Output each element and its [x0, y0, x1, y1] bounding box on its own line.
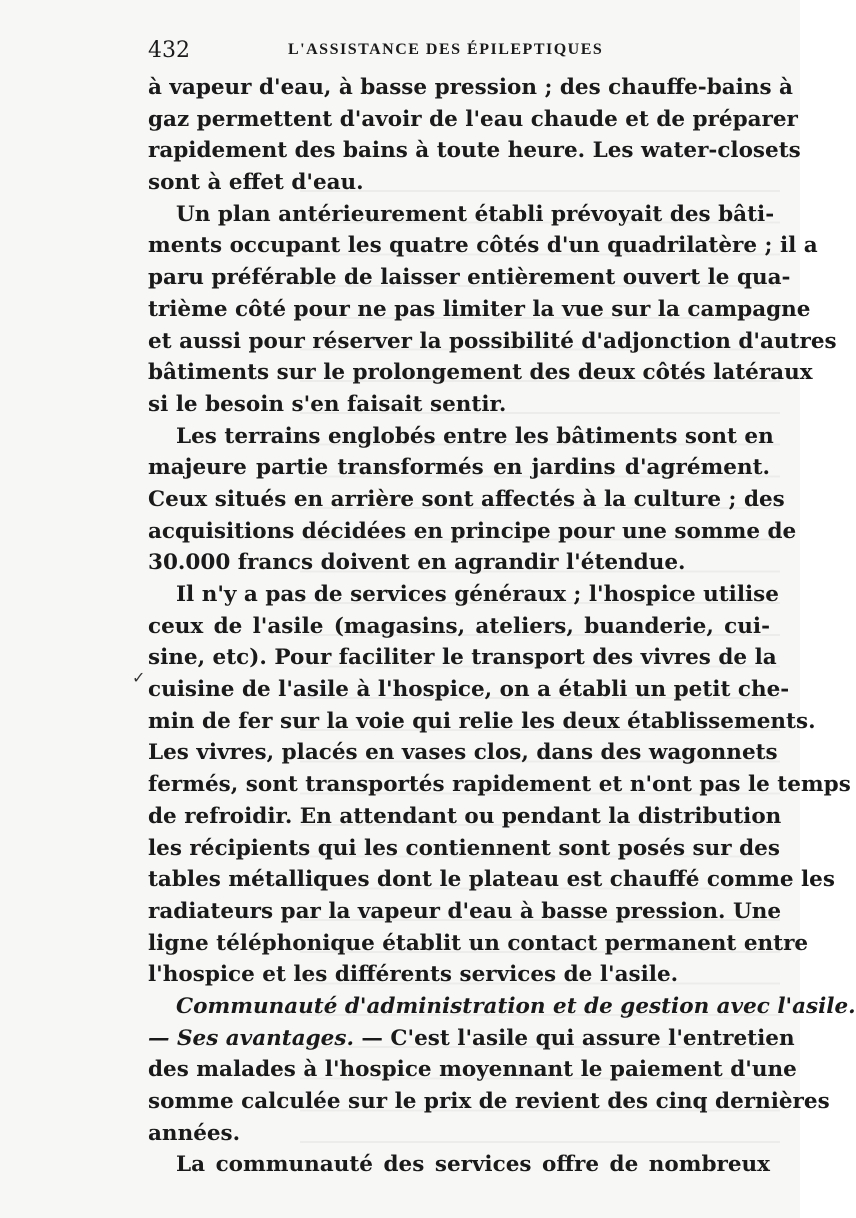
text-line: paru préférable de laisser entièrement ouvert le qua-	[148, 265, 791, 291]
text-line: sont à effet d'eau.	[148, 170, 364, 196]
text-line: Il n'y a pas de services généraux ; l'hospice utilise	[176, 582, 779, 607]
text-line: années.	[148, 1120, 241, 1146]
text-line: si le besoin s'en faisait sentir.	[148, 391, 507, 417]
text-line: Ceux situés en arrière sont affectés à la culture ; des	[148, 486, 785, 512]
text-line: trième côté pour ne pas limiter la vue sur la campagne	[148, 296, 811, 322]
text-line: sine, etc). Pour faciliter le transport des vivres de la	[148, 645, 777, 671]
text-line: majeure partie transformés en jardins d'agrément.	[148, 455, 770, 481]
text-line: Les terrains englobés entre les bâtiments sont en	[176, 423, 774, 449]
text-line: Les vivres, placés en vases clos, dans des wagonnets	[148, 740, 778, 766]
text-line: fermés, sont transportés rapidement et n'ont pas le temps	[148, 772, 851, 798]
text-line: de refroidir. En attendant ou pendant la distribution	[148, 803, 782, 829]
text-line: et aussi pour réserver la possibilité d'adjonction d'autres	[148, 328, 837, 354]
text-line: bâtiments sur le prolongement des deux côtés latéraux	[148, 360, 813, 386]
text-line: acquisitions décidées en principe pour une somme de	[148, 518, 797, 544]
text-line: tables métalliques dont le plateau est chauffé comme les	[148, 867, 835, 893]
text-line: l'hospice et les différents services de l'asile.	[148, 962, 679, 988]
text-line: cuisine de l'asile à l'hospice, on a établi un petit che-	[148, 677, 790, 703]
text-line: La communauté des services offre de nombreux	[176, 1152, 770, 1178]
section-subheading: — Ses avantages.	[148, 1025, 354, 1051]
text-line: rapidement des bains à toute heure. Les water-closets	[148, 138, 801, 164]
section-heading: Communauté d'administration et de gestion avec l'asile.	[176, 993, 856, 1019]
text-line: des malades à l'hospice moyennant le paiement d'une	[148, 1057, 797, 1083]
running-title: L'ASSISTANCE DES ÉPILEPTIQUES	[288, 41, 604, 58]
page-number: 432	[148, 38, 190, 63]
text-span: — C'est l'asile qui assure l'entretien	[353, 1025, 795, 1051]
body-text	[148, 72, 856, 1181]
text-line: min de fer sur la voie qui relie les deux établissements.	[148, 708, 816, 734]
text-line: ligne téléphonique établit un contact permanent entre	[148, 930, 809, 956]
text-line: les récipients qui les contiennent sont posés sur des	[148, 835, 780, 861]
text-line	[148, 1023, 795, 1055]
text-line: somme calculée sur le prix de revient des cinq dernières	[148, 1089, 830, 1114]
text-line: 30.000 francs doivent en agrandir l'étendue.	[148, 550, 686, 576]
text-line: gaz permettent d'avoir de l'eau chaude et de préparer	[148, 106, 798, 132]
text-line: Un plan antérieurement établi prévoyait des bâti-	[176, 201, 775, 227]
page-header	[148, 38, 768, 68]
text-line: à vapeur d'eau, à basse pression ; des chauffe-bains à	[148, 75, 793, 100]
text-line: radiateurs par la vapeur d'eau à basse pression. Une	[148, 898, 782, 924]
text-line: ceux de l'asile (magasins, ateliers, buanderie, cui-	[148, 613, 770, 639]
text-line: ments occupant les quatre côtés d'un quadrilatère ; il a	[148, 233, 818, 259]
margin-mark-icon: ✓	[132, 668, 146, 687]
